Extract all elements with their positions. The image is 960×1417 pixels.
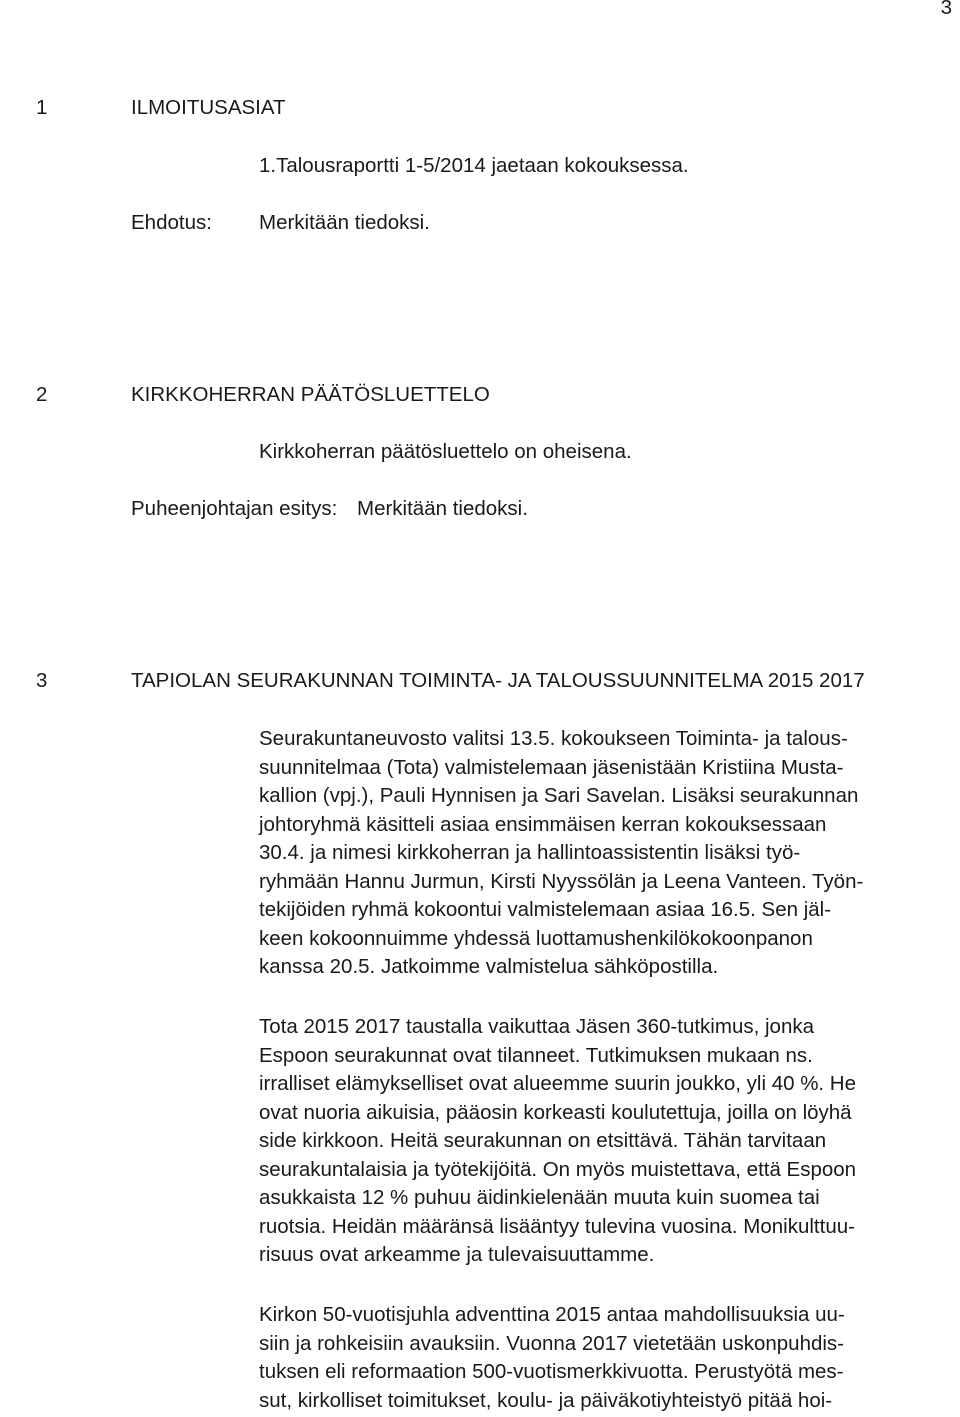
section-2-title: KIRKKOHERRAN PÄÄTÖSLUETTELO (131, 383, 490, 406)
section-2-proposal-label: Puheenjohtajan esitys: (131, 497, 338, 520)
text-line: Tota 2015 2017 taustalla vaikuttaa Jäsen 360-tutkimus, jonka (259, 1015, 814, 1038)
section-1-title: ILMOITUSASIAT (131, 96, 286, 119)
text-line: ruotsia. Heidän määränsä lisääntyy tulevina vuosina. Monikulttuu- (259, 1214, 855, 1238)
text-line: Espoon seurakunnat ovat tilanneet. Tutkimuksen mukaan ns. (259, 1043, 813, 1067)
text-line: johtoryhmä käsitteli asiaa ensimmäisen kerran kokouksessaan (259, 812, 827, 836)
text-line: side kirkkoon. Heitä seurakunnan on etsittävä. Tähän tarvitaan (259, 1129, 827, 1152)
section-3-title: TAPIOLAN SEURAKUNNAN TOIMINTA- JA TALOUSSUUNNITELMA 2015 2017 (131, 669, 865, 692)
page-number: 3 (940, 0, 952, 19)
text-line: ovat nuoria aikuisia, pääosin korkeasti koulutettuja, joilla on löyhä (259, 1100, 852, 1124)
text-line: risuus ovat arkeamme ja tulevaisuuttamme. (259, 1243, 655, 1266)
section-1-proposal-text: Merkitään tiedoksi. (259, 211, 430, 234)
section-1-item: 1.Talousraportti 1-5/2014 jaetaan kokouksessa. (259, 154, 689, 177)
text-line: keen kokoonnuimme yhdessä luottamushenkilökokoonpanon (259, 926, 813, 950)
section-3-paragraph-1 (259, 725, 959, 982)
text-line: Seurakuntaneuvosto valitsi 13.5. kokoukseen Toiminta- ja talous- (259, 727, 848, 750)
section-1-number: 1 (36, 96, 48, 119)
text-line: siin ja rohkeisiin avauksiin. Vuonna 2017 vietetään uskonpuhdis- (259, 1331, 845, 1355)
section-3-paragraph-3 (259, 1301, 959, 1415)
text-line: kanssa 20.5. Jatkoimme valmistelua sähköpostilla. (259, 955, 719, 978)
text-line: irralliset elämykselliset ovat alueemme suurin joukko, yli 40 %. He (259, 1072, 857, 1095)
text-line: seurakuntalaisia ja työtekijöitä. On myös muistettava, että Espoon (259, 1157, 857, 1181)
text-line: 30.4. ja nimesi kirkkoherran ja hallintoassistentin lisäksi työ- (259, 841, 801, 864)
section-2-proposal-text: Merkitään tiedoksi. (357, 497, 528, 520)
section-3-paragraph-2 (259, 1013, 959, 1270)
section-2-item: Kirkkoherran päätösluettelo on oheisena. (259, 440, 632, 463)
text-line: asukkaista 12 % puhuu äidinkielenään muuta kuin suomea tai (259, 1186, 820, 1209)
text-line: tekijöiden ryhmä kokoontui valmistelemaan asiaa 16.5. Sen jäl- (259, 898, 832, 921)
text-line: ryhmään Hannu Jurmun, Kirsti Nyyssölän ja Leena Vanteen. Työn- (259, 869, 864, 893)
text-line: kallion (vpj.), Pauli Hynnisen ja Sari Savelan. Lisäksi seurakunnan (259, 784, 859, 807)
section-1-proposal-label: Ehdotus: (131, 211, 212, 234)
section-3-number: 3 (36, 669, 48, 692)
text-line: sut, kirkolliset toimitukset, koulu- ja päiväkotiyhteistyö pitää hoi- (259, 1388, 833, 1412)
text-line: suunnitelmaa (Tota) valmistelemaan jäsenistään Kristiina Musta- (259, 755, 844, 779)
text-line: Kirkon 50-vuotisjuhla adventtina 2015 antaa mahdollisuuksia uu- (259, 1303, 845, 1326)
text-line: tuksen eli reformaation 500-vuotismerkkivuotta. Perustyötä mes- (259, 1360, 844, 1383)
section-2-number: 2 (36, 383, 48, 406)
